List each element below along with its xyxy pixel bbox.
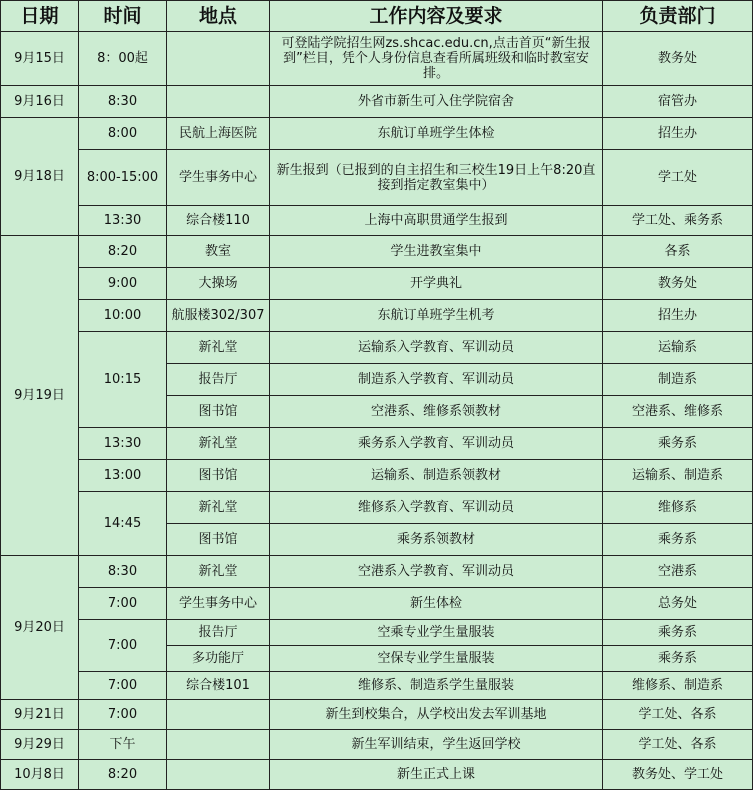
- time-cell: 下午: [79, 730, 167, 760]
- date-cell: 9月15日: [1, 32, 79, 86]
- dept-cell: 总务处: [603, 588, 753, 620]
- table-row: [1, 236, 753, 268]
- date-cell: 9月18日: [1, 118, 79, 236]
- content-cell: 新生军训结束，学生返回学校: [270, 730, 603, 760]
- dept-cell: 招生办: [603, 118, 753, 150]
- content-cell: 新生体检: [270, 588, 603, 620]
- dept-cell: 空港系、维修系: [603, 396, 753, 428]
- content-cell: 外省市新生可入住学院宿舍: [270, 86, 603, 118]
- time-cell: 8:00: [79, 118, 167, 150]
- time-cell: 8:00-15:00: [79, 150, 167, 206]
- content-cell: 可登陆学院招生网zs.shcac.edu.cn,点击首页“新生报到”栏目，凭个人身份信息查看所属班级和临时教室安排。: [270, 32, 603, 86]
- time-cell: 9:00: [79, 268, 167, 300]
- table-row: [1, 332, 753, 364]
- dept-cell: 乘务系: [603, 428, 753, 460]
- header-place: 地点: [167, 1, 270, 32]
- place-cell: 新礼堂: [167, 556, 270, 588]
- content-cell: 维修系、制造系学生量服装: [270, 672, 603, 700]
- table-row: [1, 492, 753, 524]
- dept-cell: 乘务系: [603, 646, 753, 672]
- date-cell: 9月21日: [1, 700, 79, 730]
- content-cell: 学生进教室集中: [270, 236, 603, 268]
- header-content: 工作内容及要求: [270, 1, 603, 32]
- dept-cell: 乘务系: [603, 524, 753, 556]
- time-cell: 10:00: [79, 300, 167, 332]
- date-cell: 9月29日: [1, 730, 79, 760]
- place-cell: 报告厅: [167, 620, 270, 646]
- time-cell: 8：00起: [79, 32, 167, 86]
- table-row: [1, 206, 753, 236]
- dept-cell: 空港系: [603, 556, 753, 588]
- time-cell: 7:00: [79, 672, 167, 700]
- place-cell: 民航上海医院: [167, 118, 270, 150]
- dept-cell: 维修系、制造系: [603, 672, 753, 700]
- dept-cell: 学工处、各系: [603, 730, 753, 760]
- time-cell: 8:20: [79, 236, 167, 268]
- header-time: 时间: [79, 1, 167, 32]
- content-cell: 新生到校集合，从学校出发去军训基地: [270, 700, 603, 730]
- table-row: [1, 730, 753, 760]
- content-cell: 制造系入学教育、军训动员: [270, 364, 603, 396]
- content-cell: 乘务系领教材: [270, 524, 603, 556]
- dept-cell: 乘务系: [603, 620, 753, 646]
- date-cell: 9月19日: [1, 236, 79, 556]
- dept-cell: 教务处: [603, 32, 753, 86]
- place-cell: 学生事务中心: [167, 150, 270, 206]
- time-cell: 7:00: [79, 700, 167, 730]
- time-cell: 8:30: [79, 86, 167, 118]
- place-cell: 新礼堂: [167, 332, 270, 364]
- table-row: [1, 588, 753, 620]
- dept-cell: 运输系: [603, 332, 753, 364]
- dept-cell: 维修系: [603, 492, 753, 524]
- content-cell: 空保专业学生量服装: [270, 646, 603, 672]
- dept-cell: 运输系、制造系: [603, 460, 753, 492]
- dept-cell: 制造系: [603, 364, 753, 396]
- table-row: [1, 672, 753, 700]
- table-row: [1, 428, 753, 460]
- place-cell: 图书馆: [167, 396, 270, 428]
- place-cell: 图书馆: [167, 460, 270, 492]
- dept-cell: 宿管办: [603, 86, 753, 118]
- content-cell: 维修系入学教育、军训动员: [270, 492, 603, 524]
- place-cell: 大操场: [167, 268, 270, 300]
- time-cell: 8:20: [79, 760, 167, 790]
- time-cell: 7:00: [79, 588, 167, 620]
- place-cell: 图书馆: [167, 524, 270, 556]
- place-cell: [167, 760, 270, 790]
- table-row: [1, 700, 753, 730]
- content-cell: 空港系入学教育、军训动员: [270, 556, 603, 588]
- time-cell: 10:15: [79, 332, 167, 428]
- place-cell: 学生事务中心: [167, 588, 270, 620]
- table-row: [1, 620, 753, 646]
- table-row: [1, 86, 753, 118]
- place-cell: 航服楼302/307: [167, 300, 270, 332]
- place-cell: 新礼堂: [167, 428, 270, 460]
- time-cell: 13:30: [79, 206, 167, 236]
- table-row: [1, 760, 753, 790]
- content-cell: 乘务系入学教育、军训动员: [270, 428, 603, 460]
- content-cell: 空乘专业学生量服装: [270, 620, 603, 646]
- content-cell: 东航订单班学生机考: [270, 300, 603, 332]
- content-cell: 新生正式上课: [270, 760, 603, 790]
- place-cell: 综合楼101: [167, 672, 270, 700]
- dept-cell: 各系: [603, 236, 753, 268]
- content-cell: 空港系、维修系领教材: [270, 396, 603, 428]
- table-row: [1, 268, 753, 300]
- table-row: [1, 460, 753, 492]
- table-row: [1, 300, 753, 332]
- dept-cell: 学工处、各系: [603, 700, 753, 730]
- place-cell: [167, 32, 270, 86]
- content-cell: 东航订单班学生体检: [270, 118, 603, 150]
- dept-cell: 教务处: [603, 268, 753, 300]
- place-cell: 报告厅: [167, 364, 270, 396]
- place-cell: 多功能厅: [167, 646, 270, 672]
- content-cell: 运输系、制造系领教材: [270, 460, 603, 492]
- place-cell: 教室: [167, 236, 270, 268]
- table-row: [1, 118, 753, 150]
- dept-cell: 学工处: [603, 150, 753, 206]
- date-cell: 9月16日: [1, 86, 79, 118]
- time-cell: 14:45: [79, 492, 167, 556]
- place-cell: [167, 700, 270, 730]
- place-cell: 综合楼110: [167, 206, 270, 236]
- place-cell: [167, 730, 270, 760]
- time-cell: 13:00: [79, 460, 167, 492]
- place-cell: [167, 86, 270, 118]
- header-dept: 负责部门: [603, 1, 753, 32]
- dept-cell: 招生办: [603, 300, 753, 332]
- dept-cell: 学工处、乘务系: [603, 206, 753, 236]
- content-cell: 上海中高职贯通学生报到: [270, 206, 603, 236]
- content-cell: 新生报到（已报到的自主招生和三校生19日上午8:20直接到指定教室集中）: [270, 150, 603, 206]
- table-row: [1, 556, 753, 588]
- content-cell: 开学典礼: [270, 268, 603, 300]
- dept-cell: 教务处、学工处: [603, 760, 753, 790]
- table-row: [1, 32, 753, 86]
- time-cell: 13:30: [79, 428, 167, 460]
- table-row: [1, 150, 753, 206]
- time-cell: 7:00: [79, 620, 167, 672]
- date-cell: 9月20日: [1, 556, 79, 700]
- header-row: [1, 1, 753, 32]
- place-cell: 新礼堂: [167, 492, 270, 524]
- time-cell: 8:30: [79, 556, 167, 588]
- header-date: 日期: [1, 1, 79, 32]
- content-cell: 运输系入学教育、军训动员: [270, 332, 603, 364]
- date-cell: 10月8日: [1, 760, 79, 790]
